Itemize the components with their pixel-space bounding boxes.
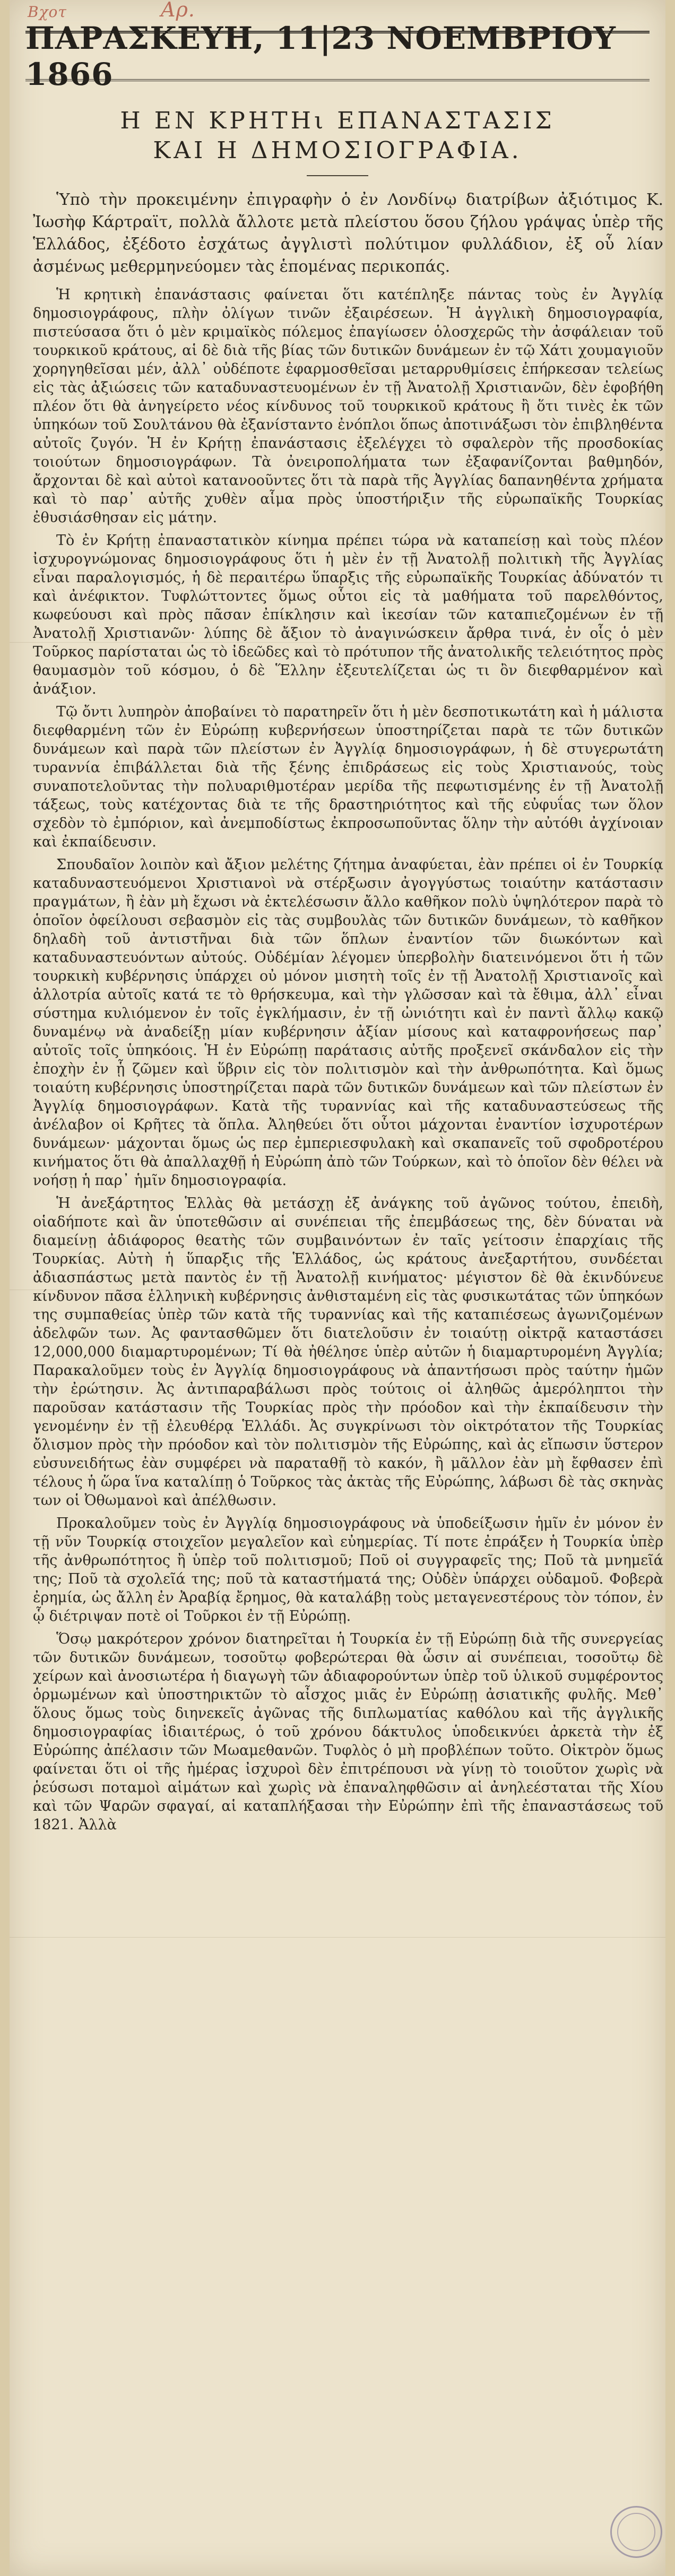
- article-headline: [31, 106, 644, 166]
- masthead-date-banner: [25, 20, 650, 92]
- archive-stamp: [610, 2506, 662, 2558]
- article-paragraph: Προκαλοῦμεν τοὺς ἐν Ἀγγλίᾳ δημοσιογράφους νὰ ὑποδείξωσιν ἡμῖν ἐν μόνον ἐν τῇ νῦν Τουρκίᾳ στοιχεῖον μεγαλεῖον καὶ εὐημερίας. Τί ποτε ἐπράξεν ἡ Τουρκία ὑπὲρ τῆς ἀνθρωπότητος ἢ ὑπὲρ τοῦ πολιτισμοῦ; Ποῦ οἱ συγγραφεῖς της; Ποῦ τὰ μνημεῖά της; Ποῦ τὰ σχολεῖά της; ποῦ τὰ καταστήματά της; Οὐδὲν ὑπάρχει οὐδαμοῦ. Φοβερὰ ἐρημία, ὡς ἄλλη ἐν Ἀραβίᾳ ἔρημος, θὰ καταλάβῃ τοὺς μεταγενεστέρους τὸν τόπον, ἐν ᾧ διέτριψαν ποτὲ οἱ Τοῦρκοι ἐν τῇ Εὐρώπῃ.: [33, 1515, 663, 1624]
- article-paragraph: Ἡ κρητικὴ ἐπανάστασις φαίνεται ὅτι κατέπληξε πάντας τοὺς ἐν Ἀγγλίᾳ δημοσιογράφους, πλὴν ὀλίγων τινῶν ἐξαιρέσεων. Ἡ ἀγγλικὴ δημοσιογραφία, πιστεύσασα ὅτι ὁ μὲν κριμαϊκὸς πόλεμος ἐπαγίωσεν ὁλοσχερῶς τὴν ἀσφάλειαν τοῦ τουρκικοῦ κράτους, αἱ δὲ διὰ τῆς βίας τῶν δυτικῶν δυνάμεων ἐν τῷ Χάτι χουμαγιοῦν χορηγηθεῖσαι μέν, ἀλλ᾽ οὐδέποτε ἐφαρμοσθεῖσαι μεταρρυθμίσεις ἐπήρκεσαν τελείως εἰς τὰς ἀξιώσεις τῶν καταδυναστευομένων ἐν τῇ Ἀνατολῇ Χριστιανῶν, δὲν ἐφοβήθη πλέον ὅτι θὰ ἀνηγείρετο νέος κίνδυνος τοῦ τουρκικοῦ κράτους ἢ ὅτι τινὲς ἐκ τῶν ὑπηκόων τοῦ Σουλτάνου θὰ ἐξανίσταντο ἐνόπλοι ὅπως ἀποτινάξωσι τὸν ἐπιβληθέντα αὐτοῖς ζυγόν. Ἡ ἐν Κρήτῃ ἐπανάστασις ἐξελέγχει τὸ σφαλερὸν τῆς προσδοκίας τοιούτων δημοσιογράφων. Τὰ ὀνειροπολήματα των ἐξαφανίζονται βαθμηδόν, ἄρχονται δὲ καὶ αὐτοὶ κατανοοῦντες ὅτι τὰ παρὰ τῆς Ἀγγλίας δαπανηθέντα χρήματα καὶ τὸ παρ᾽ αὐτῆς χυθὲν αἷμα πρὸς ὑποστήριξιν τῆς εὐρωπαϊκῆς Τουρκίας ἐθυσιάσθησαν εἰς μάτην.: [33, 287, 663, 526]
- headline-line-2: ΚΑΙ Η ΔΗΜΟΣΙΟΓΡΑΦΙΑ.: [153, 137, 522, 164]
- article-paragraph: Ἡ ἀνεξάρτητος Ἑλλὰς θὰ μετάσχῃ ἐξ ἀνάγκης τοῦ ἀγῶνος τούτου, ἐπειδὴ, οἱαδήποτε καὶ ἂν ὑποτεθῶσιν αἱ συνέπειαι τῆς ἐπεμβάσεως της, δὲν δύναται νὰ διαμείνῃ ἀδιάφορος θεατὴς τῶν συμβαινόντων ἐν ταῖς γείτοσιν ἐπαρχίαις τῆς Τουρκίας. Αὐτὴ ἡ ὕπαρξις τῆς Ἑλλάδος, ὡς κράτους ἀνεξαρτήτου, συνδέεται ἀδιασπάστως μετὰ παντὸς ἐν τῇ Ἀνατολῇ κινήματος· μέγιστον δὲ θὰ ἐκινδύνευε κίνδυνον πᾶσα ἑλληνικὴ κυβέρνησις ἀνθισταμένη εἰς τὰς φυσικωτάτας τῶν ὑπηκόων της συμπαθείας ὑπὲρ τῶν κατὰ τῆς τυραννίας καὶ τῆς καταπιέσεως ἀγωνιζομένων ἀδελφῶν των. Ἀς φαντασθῶμεν ὅτι διατελοῦσιν ἐν τοιαύτῃ οἰκτρᾷ καταστάσει 12,000,000 διαμαρτυρομένων; Τί θὰ ἠθέλησε ὑπὲρ αὐτῶν ἡ διαμαρτυρομένη Ἀγγλία; Παρακαλοῦμεν τοὺς ἐν Ἀγγλίᾳ δημοσιογράφους νὰ ἀπαντήσωσι πρὸς ταύτην ἡμῶν τὴν ἐρώτησιν. Ἀς ἀντιπαραβάλωσι πρὸς τούτοις οἱ ἀληθῶς ἀμερόληπτοι τὴν παροῦσαν κατάστασιν τῆς Τουρκίας πρὸς τὴν πρόοδον καὶ τὴν ἐκπαίδευσιν τὴν γενομένην ἐν τῇ ἐλευθέρᾳ Ἑλλάδι. Ἀς συγκρίνωσι τὸν οἰκτρότατον τῆς Τουρκίας ὄλισμον πρὸς τὴν πρόοδον καὶ τὸν πολιτισμὸν τῆς Εὐρώπης, καὶ ἀς εἴπωσιν ὕστερον εὐσυνειδήτως ἐὰν συμφέρει νὰ παραταθῇ τὸ κακόν, ἢ μᾶλλον ἐὰν μὴ ἔφθασεν ἐπὶ τέλους ἡ ὥρα ἵνα καταλίπῃ ὁ Τοῦρκος τὰς ἀκτὰς τῆς Εὐρώπης, λάβωσι δὲ τὰς σκηνὰς των οἱ Ὀθωμανοὶ καὶ ἀπέλθωσιν.: [33, 1195, 663, 1509]
- article-paragraph: Σπουδαῖον λοιπὸν καὶ ἄξιον μελέτης ζήτημα ἀναφύεται, ἐὰν πρέπει οἱ ἐν Τουρκίᾳ καταδυναστευόμενοι Χριστιανοὶ νὰ στέρξωσιν ἀγογγύστως τοιαύτην κατάστασιν πραγμάτων, ἢ ἐὰν μὴ ἔχωσι νὰ ἐκτελέσωσιν ἄλλο καθῆκον πολὺ ὑψηλότερον παρὰ τὸ ὁποῖον ὀφείλουσι σεβασμὸν εἰς τὰς συμβουλὰς τῶν δυτικῶν δυνάμεων, τὸ καθῆκον δηλαδὴ τοῦ ἀντιστῆναι διὰ τῶν ὅπλων ἐναντίον τῶν διωκόντων καὶ καταδυναστευόντων αὐτούς. Οὐδέμίαν λέγομεν ὑπερβολὴν διατεινόμενοι ὅτι ἡ τῶν τουρκικὴ κυβέρνησις ὑπάρχει οὐ μόνον μισητὴ τοῖς ἐν τῇ Ἀνατολῇ Χριστιανοῖς καὶ ἀλλοτρία αὐτοῖς κατά τε τὸ θρήσκευμα, καὶ τὴν γλῶσσαν καὶ τὰ ἔθιμα, ἀλλ᾽ εἶναι σύστημα κυλιόμενον ἐν τοῖς ἐγκλήμασιν, ἐν τῇ ὠνιότητι καὶ ἐν παντὶ ἄλλῳ κακῷ δυναμένῳ νὰ ἀναδείξῃ μίαν κυβέρνησιν ἀξίαν μίσους καὶ καταφρονήσεως παρ᾽ αὐτοῖς τοῖς ὑπηκόοις. Ἡ ἐν Εὐρώπῃ παράτασις αὐτῆς προξενεῖ σκάνδαλον εἰς τὴν ἐποχὴν ἐν ᾗ ζῶμεν καὶ ὕβριν εἰς τὸν πολιτισμὸν καὶ τὴν ἀνθρωπότητα. Καὶ ὅμως τοιαύτη κυβέρνησις ὑποστηρίζεται παρὰ τῶν δυτικῶν δυνάμεων καὶ τῶν πλείστων ἐν Ἀγγλίᾳ δημοσιογράφων. Κατὰ τῆς τυραννίας καὶ τῆς καταδυναστεύσεως τῆς ἀνέλαβον οἱ Κρῆτες τὰ ὅπλα. Ἀληθεύει ὅτι οὗτοι μάχονται ἐναντίον ἰσχυροτέρων δυνάμεων· μάχονται ὅμως ὡς περ ἐμπεριεσφυλακὴ καὶ σκαπανεῖς τοῦ σφοδροτέρου κινήματος ὅτι θὰ ἀπαλλαχθῇ ἡ Εὐρώπη ἀπὸ τῶν Τούρκων, καὶ τὸ ὁποῖον δὲν θέλει νὰ νοήσῃ ἡ παρ᾽ ἡμῖν δημοσιογραφία.: [33, 857, 663, 1189]
- handwritten-note-archive-code: Βχοτ: [28, 3, 67, 21]
- handwritten-note-number: Αρ.: [161, 0, 195, 21]
- article-paragraph: Ὑπὸ τὴν προκειμένην ἐπιγραφὴν ὁ ἐν Λονδίνῳ διατρίβων ἀξιότιμος Κ. Ἰωσὴφ Κάρτραϊτ, πολλὰ ἄλλοτε μετὰ πλείστου ὅσου ζήλου γράψας ὑπὲρ τῆς Ἑλλάδος, ἐξέδοτο ἐσχάτως ἀγγλιστὶ πολύτιμον φυλλάδιον, ἐξ οὗ λίαν ἀσμένως μεθερμηνεύομεν τὰς ἑπομένας περικοπάς.: [33, 191, 663, 276]
- article-paragraph: Τῷ ὄντι λυπηρὸν ἀποβαίνει τὸ παρατηρεῖν ὅτι ἡ μὲν δεσποτικωτάτη καὶ ἡ μάλιστα διεφθαρμένη τῶν ἐν Εὐρώπῃ κυβερνήσεων ὑποστηρίζεται παρὰ τε τῶν δυτικῶν δυνάμεων καὶ παρὰ τῶν πλείστων ἐν Ἀγγλίᾳ δημοσιογράφων, ἡ δὲ στυγερωτάτη τυραννία ἐπιβάλλεται διὰ τῆς ξένης ἐπιδράσεως εἰς τοὺς Χριστιανούς, τοὺς συναποτελοῦντας τὴν πολυαριθμοτέραν μερίδα τῆς πεφωτισμένης ἐν τῇ Ἀνατολῇ τάξεως, τοὺς κατέχοντας διὰ τε τῆς δραστηριότητος καὶ τῆς εὐφυΐας των ὅλον σχεδὸν τὸ ἐμπόριον, καὶ ἀνεμποδίστως ἐκπροσωποῦντας ὅλην τὴν αὐτόθι ἀγχίνοιαν καὶ ἐκπαίδευσιν.: [33, 704, 663, 850]
- newspaper-clipping: [10, 0, 665, 2576]
- headline-divider: [307, 175, 368, 176]
- article-body: [33, 189, 663, 2561]
- article-paragraph: Τὸ ἐν Κρήτῃ ἐπαναστατικὸν κίνημα πρέπει τώρα νὰ καταπείσῃ καὶ τοὺς πλέον ἰσχυρογνώμονας δημοσιογράφους ὅτι ἡ μὲν ἐν τῇ Ἀνατολῇ πολιτικὴ τῆς Ἀγγλίας εἶναι παραλογισμός, ἡ δὲ περαιτέρω ὕπαρξις τῆς εὐρωπαϊκῆς Τουρκίας ἀδύνατόν τι καὶ ἀνέφικτον. Τυφλώττοντες ὅμως οὗτοι εἰς τὰ μαθήματα τοῦ παρελθόντος, κωφεύουσι καὶ πρὸς πᾶσαν ἐπίκλησιν καὶ ἱκεσίαν τῶν καταπιεζομένων ἐν τῇ Ἀνατολῇ Χριστιανῶν· λύπης δὲ ἄξιον τὸ ἀναγινώσκειν ἄρθρα τινά, ἐν οἷς ὁ μὲν Τοῦρκος παρίσταται ὡς τὸ ἰδεῶδες καὶ τὸ πρότυπον τῆς ἀνατολικῆς τελειότητος πρὸς θαυμασμὸν τοῦ κόσμου, ὁ δὲ Ἕλλην ἐξευτελίζεται ὡς τι ὂν διεφθαρμένον καὶ ἀνάξιον.: [33, 532, 663, 697]
- article-paragraph: Ὅσῳ μακρότερον χρόνον διατηρεῖται ἡ Τουρκία ἐν τῇ Εὐρώπῃ διὰ τῆς συνεργείας τῶν δυτικῶν δυνάμεων, τοσοῦτῳ φοβερώτεραι θὰ ὦσιν αἱ συνέπειαι, τοσοῦτῳ δὲ χείρων καὶ ἀνοσιωτέρα ἡ διαγωγὴ τῶν ἀδιαφορούντων ὑπὲρ τοῦ ὑλικοῦ συμφέροντος ὁρμωμένων καὶ ὑποστηρικτῶν τὸ αἶσχος μιᾶς ἐν Εὐρώπῃ ἀσιατικῆς φυλῆς. Μεθ᾽ ὅλους ὅμως τοὺς διηνεκεῖς ἀγῶνας τῆς διπλωματίας καθόλου καὶ τῆς ἀγγλικῆς δημοσιογραφίας ἰδιαιτέρως, ὁ τοῦ χρόνου δάκτυλος ὑποδεικνύει ἀρκετὰ τὴν ἐξ Εὐρώπης ἀπέλασιν τῶν Μωαμεθανῶν. Τυφλὸς ὁ μὴ προβλέπων τοῦτο. Οἰκτρὸν ὅμως φαίνεται ὅτι οἱ τῆς ἡμέρας ἰσχυροὶ δὲν ἐπιτρέπουσι νὰ γίνῃ τὸ τοιοῦτον χωρὶς νὰ ῥεύσωσι ποταμοὶ αἱμάτων καὶ χωρὶς νὰ ἐπαναληφθῶσιν αἱ ἀνηλεέσταται τῆς Χίου καὶ τῶν Ψαρῶν σφαγαί, αἱ καταπλήξασαι τὴν Εὐρώπην ἐπὶ τῆς ἐπαναστάσεως τοῦ 1821. Ἀλλὰ: [33, 1631, 663, 1833]
- masthead-date: ΠΑΡΑΣΚΕΥΗ, 11|23 ΝΟΕΜΒΡΙΟΥ 1866: [25, 20, 616, 92]
- headline-line-1: Η ΕΝ ΚΡΗΤΗι ΕΠΑΝΑΣΤΑΣΙΣ: [120, 107, 555, 134]
